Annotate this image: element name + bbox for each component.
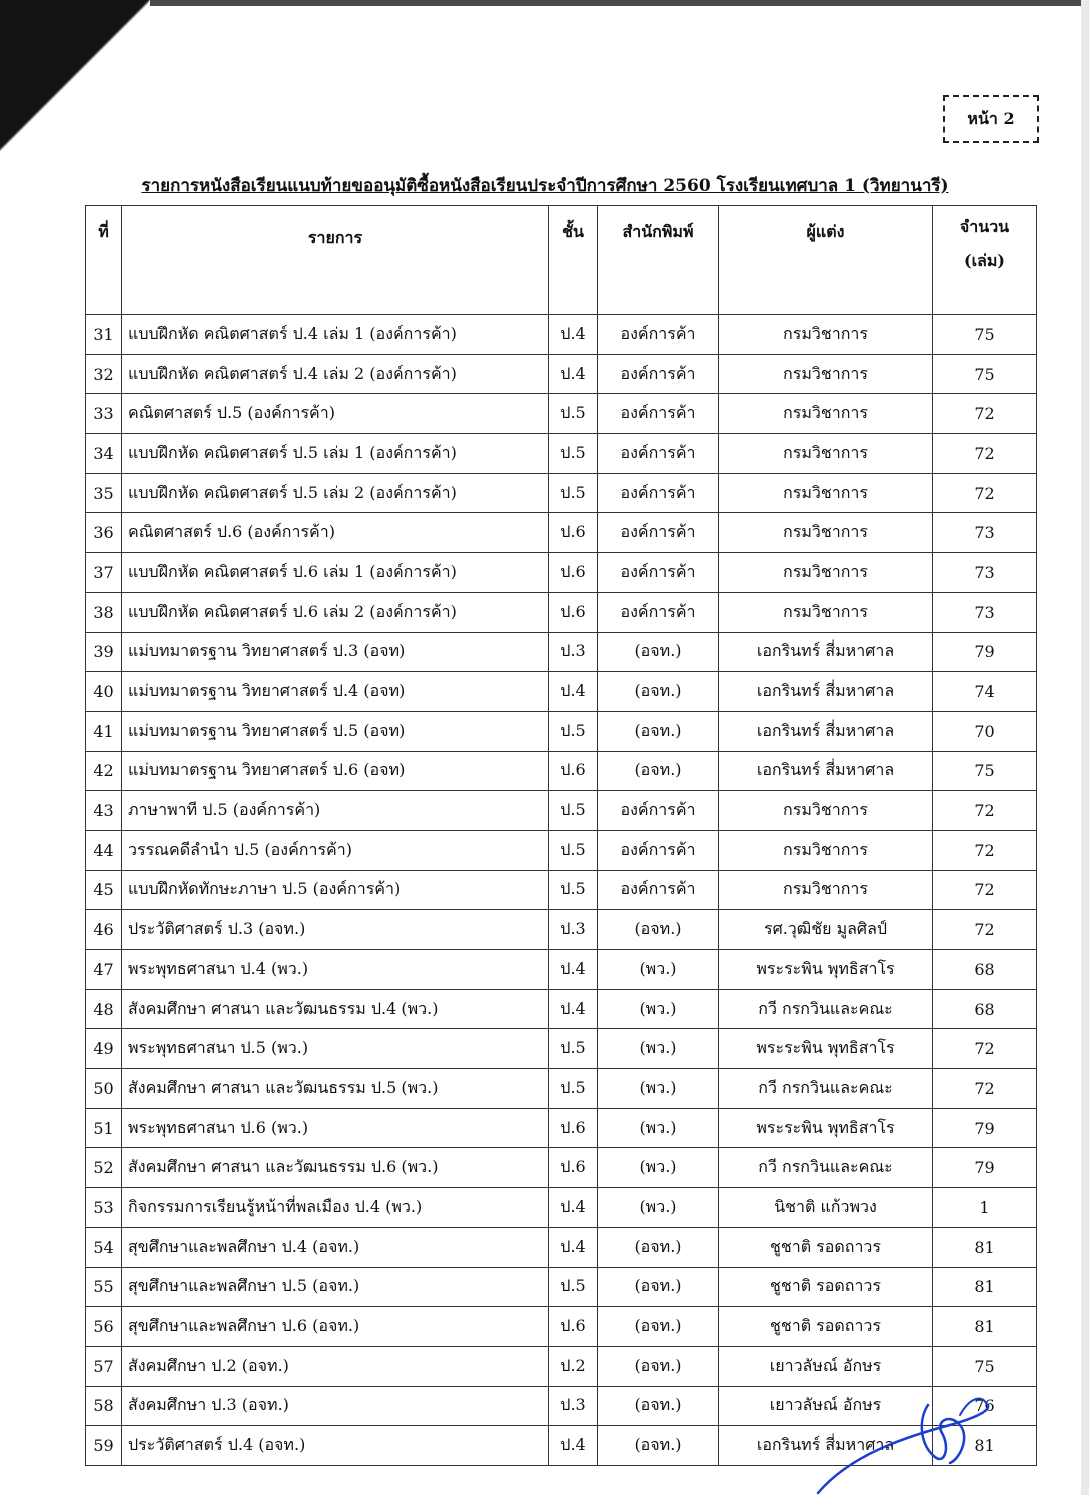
table-row [86, 1029, 1037, 1069]
author: เอกรินทร์ สี่มหาศาล [719, 751, 933, 791]
grade-level: ป.6 [549, 1307, 598, 1347]
publisher: (พว.) [598, 1108, 719, 1148]
grade-level: ป.4 [549, 315, 598, 355]
quantity: 73 [933, 513, 1037, 553]
row-number: 38 [86, 592, 122, 632]
grade-level: ป.3 [549, 910, 598, 950]
author: พระระพิน พุทธิสาโร [719, 950, 933, 990]
grade-level: ป.4 [549, 1227, 598, 1267]
quantity: 81 [933, 1267, 1037, 1307]
quantity: 79 [933, 632, 1037, 672]
table-row [86, 1148, 1037, 1188]
book-title: แม่บทมาตรฐาน วิทยาศาสตร์ ป.6 (อจท) [122, 751, 549, 791]
quantity: 70 [933, 711, 1037, 751]
author: กรมวิชาการ [719, 394, 933, 434]
book-title: แบบฝึกหัด คณิตศาสตร์ ป.5 เล่ม 1 (องค์การค้า) [122, 434, 549, 474]
book-title: ภาษาพาที ป.5 (องค์การค้า) [122, 791, 549, 831]
quantity: 1 [933, 1188, 1037, 1228]
table-row [86, 513, 1037, 553]
row-number: 32 [86, 354, 122, 394]
row-number: 55 [86, 1267, 122, 1307]
grade-level: ป.3 [549, 1386, 598, 1426]
publisher: (พว.) [598, 950, 719, 990]
author: กรมวิชาการ [719, 473, 933, 513]
grade-level: ป.6 [549, 1148, 598, 1188]
author: กวี กรกวินและคณะ [719, 989, 933, 1029]
grade-level: ป.6 [549, 553, 598, 593]
book-title: สุขศึกษาและพลศึกษา ป.5 (อจท.) [122, 1267, 549, 1307]
table-row [86, 394, 1037, 434]
table-row [86, 315, 1037, 355]
author: กรมวิชาการ [719, 315, 933, 355]
header-title: รายการ [122, 206, 549, 315]
row-number: 35 [86, 473, 122, 513]
publisher: (อจท.) [598, 632, 719, 672]
row-number: 44 [86, 830, 122, 870]
publisher: องค์การค้า [598, 394, 719, 434]
row-number: 41 [86, 711, 122, 751]
quantity: 75 [933, 751, 1037, 791]
table-row [86, 1069, 1037, 1109]
publisher: องค์การค้า [598, 791, 719, 831]
publisher: (อจท.) [598, 1307, 719, 1347]
book-title: แบบฝึกหัด คณิตศาสตร์ ป.4 เล่ม 2 (องค์การค้า) [122, 354, 549, 394]
publisher: องค์การค้า [598, 553, 719, 593]
table-row [86, 354, 1037, 394]
publisher: องค์การค้า [598, 830, 719, 870]
grade-level: ป.5 [549, 473, 598, 513]
quantity: 75 [933, 315, 1037, 355]
author: กวี กรกวินและคณะ [719, 1148, 933, 1188]
scanned-page-corner [0, 0, 150, 240]
book-title: แบบฝึกหัดทักษะภาษา ป.5 (องค์การค้า) [122, 870, 549, 910]
author: กรมวิชาการ [719, 354, 933, 394]
publisher: องค์การค้า [598, 354, 719, 394]
row-number: 43 [86, 791, 122, 831]
author: เอกรินทร์ สี่มหาศาล [719, 672, 933, 712]
author: กรมวิชาการ [719, 553, 933, 593]
author: กรมวิชาการ [719, 434, 933, 474]
row-number: 40 [86, 672, 122, 712]
publisher: (อจท.) [598, 711, 719, 751]
page-number-label: หน้า 2 [967, 108, 1015, 128]
publisher: องค์การค้า [598, 434, 719, 474]
book-title: คณิตศาสตร์ ป.6 (องค์การค้า) [122, 513, 549, 553]
author: เยาวลัษณ์ อักษร [719, 1386, 933, 1426]
row-number: 54 [86, 1227, 122, 1267]
publisher: องค์การค้า [598, 592, 719, 632]
book-title: แบบฝึกหัด คณิตศาสตร์ ป.4 เล่ม 1 (องค์การค้า) [122, 315, 549, 355]
publisher: (อจท.) [598, 672, 719, 712]
publisher: องค์การค้า [598, 870, 719, 910]
row-number: 34 [86, 434, 122, 474]
book-title: คณิตศาสตร์ ป.5 (องค์การค้า) [122, 394, 549, 434]
grade-level: ป.5 [549, 434, 598, 474]
grade-level: ป.5 [549, 1069, 598, 1109]
table-row [86, 870, 1037, 910]
grade-level: ป.4 [549, 950, 598, 990]
quantity: 72 [933, 910, 1037, 950]
quantity: 72 [933, 1069, 1037, 1109]
table-row [86, 672, 1037, 712]
quantity: 76 [933, 1386, 1037, 1426]
table-row [86, 1188, 1037, 1228]
row-number: 51 [86, 1108, 122, 1148]
author: พระระพิน พุทธิสาโร [719, 1108, 933, 1148]
grade-level: ป.6 [549, 513, 598, 553]
scan-right-edge [1081, 0, 1089, 1495]
table-row [86, 791, 1037, 831]
table-row [86, 1346, 1037, 1386]
table-row [86, 751, 1037, 791]
author: กวี กรกวินและคณะ [719, 1069, 933, 1109]
author: นิชาติ แก้วพวง [719, 1188, 933, 1228]
book-title: สังคมศึกษา ป.2 (อจท.) [122, 1346, 549, 1386]
book-title: สังคมศึกษา ศาสนา และวัฒนธรรม ป.5 (พว.) [122, 1069, 549, 1109]
author: กรมวิชาการ [719, 513, 933, 553]
book-title: พระพุทธศาสนา ป.5 (พว.) [122, 1029, 549, 1069]
publisher: (อจท.) [598, 1227, 719, 1267]
grade-level: ป.2 [549, 1346, 598, 1386]
table-row [86, 434, 1037, 474]
table-row [86, 592, 1037, 632]
scan-top-shadow [150, 0, 1089, 6]
book-title: กิจกรรมการเรียนรู้หน้าที่พลเมือง ป.4 (พว.) [122, 1188, 549, 1228]
row-number: 46 [86, 910, 122, 950]
quantity: 72 [933, 394, 1037, 434]
header-publisher: สำนักพิมพ์ [598, 206, 719, 315]
book-title: แม่บทมาตรฐาน วิทยาศาสตร์ ป.3 (อจท) [122, 632, 549, 672]
row-number: 57 [86, 1346, 122, 1386]
row-number: 56 [86, 1307, 122, 1347]
quantity: 74 [933, 672, 1037, 712]
quantity: 81 [933, 1307, 1037, 1347]
book-title: แม่บทมาตรฐาน วิทยาศาสตร์ ป.5 (อจท) [122, 711, 549, 751]
book-title: สังคมศึกษา ศาสนา และวัฒนธรรม ป.6 (พว.) [122, 1148, 549, 1188]
book-title: แบบฝึกหัด คณิตศาสตร์ ป.5 เล่ม 2 (องค์การค้า) [122, 473, 549, 513]
publisher: (พว.) [598, 1148, 719, 1188]
row-number: 37 [86, 553, 122, 593]
publisher: (อจท.) [598, 1346, 719, 1386]
row-number: 47 [86, 950, 122, 990]
handwritten-signature [810, 1385, 1010, 1495]
author: เอกรินทร์ สี่มหาศาล [719, 1426, 933, 1466]
header-author: ผู้แต่ง [719, 206, 933, 315]
table-row [86, 473, 1037, 513]
row-number: 59 [86, 1426, 122, 1466]
publisher: (พว.) [598, 1188, 719, 1228]
grade-level: ป.5 [549, 1029, 598, 1069]
publisher: องค์การค้า [598, 513, 719, 553]
header-grade: ชั้น [549, 206, 598, 315]
row-number: 48 [86, 989, 122, 1029]
book-title: ประวัติศาสตร์ ป.3 (อจท.) [122, 910, 549, 950]
grade-level: ป.6 [549, 751, 598, 791]
table-header-row [86, 206, 1037, 315]
document-title: รายการหนังสือเรียนแนบท้ายขออนุมัติซื้อหนังสือเรียนประจำปีการศึกษา 2560 โรงเรียนเทศบาล 1 (วิทยานารี) [141, 176, 949, 196]
author: ชูชาติ รอดถาวร [719, 1267, 933, 1307]
book-list-table [85, 205, 1037, 1466]
author: กรมวิชาการ [719, 870, 933, 910]
author: พระระพิน พุทธิสาโร [719, 1029, 933, 1069]
page-number-box [943, 95, 1039, 143]
table-row [86, 553, 1037, 593]
grade-level: ป.5 [549, 791, 598, 831]
author: รศ.วุฒิชัย มูลศิลป์ [719, 910, 933, 950]
author: ชูชาติ รอดถาวร [719, 1307, 933, 1347]
book-title: แม่บทมาตรฐาน วิทยาศาสตร์ ป.4 (อจท) [122, 672, 549, 712]
header-quantity-line2: (เล่ม) [964, 251, 1005, 270]
row-number: 31 [86, 315, 122, 355]
publisher: (อจท.) [598, 751, 719, 791]
book-title: แบบฝึกหัด คณิตศาสตร์ ป.6 เล่ม 2 (องค์การค้า) [122, 592, 549, 632]
quantity: 79 [933, 1148, 1037, 1188]
book-title: สังคมศึกษา ป.3 (อจท.) [122, 1386, 549, 1426]
row-number: 58 [86, 1386, 122, 1426]
publisher: องค์การค้า [598, 315, 719, 355]
book-title: พระพุทธศาสนา ป.4 (พว.) [122, 950, 549, 990]
grade-level: ป.4 [549, 1188, 598, 1228]
quantity: 79 [933, 1108, 1037, 1148]
row-number: 45 [86, 870, 122, 910]
author: ชูชาติ รอดถาวร [719, 1227, 933, 1267]
grade-level: ป.4 [549, 989, 598, 1029]
table-row [86, 711, 1037, 751]
grade-level: ป.6 [549, 592, 598, 632]
publisher: (อจท.) [598, 1267, 719, 1307]
publisher: (อจท.) [598, 1426, 719, 1466]
author: กรมวิชาการ [719, 830, 933, 870]
book-title: วรรณคดีลำนำ ป.5 (องค์การค้า) [122, 830, 549, 870]
grade-level: ป.3 [549, 632, 598, 672]
quantity: 72 [933, 830, 1037, 870]
table-row [86, 1307, 1037, 1347]
grade-level: ป.5 [549, 1267, 598, 1307]
quantity: 72 [933, 870, 1037, 910]
row-number: 50 [86, 1069, 122, 1109]
header-quantity [933, 206, 1037, 315]
table-row [86, 830, 1037, 870]
grade-level: ป.5 [549, 830, 598, 870]
quantity: 72 [933, 473, 1037, 513]
quantity: 75 [933, 354, 1037, 394]
book-title: สังคมศึกษา ศาสนา และวัฒนธรรม ป.4 (พว.) [122, 989, 549, 1029]
publisher: (พว.) [598, 989, 719, 1029]
author: เยาวลัษณ์ อักษร [719, 1346, 933, 1386]
book-title: แบบฝึกหัด คณิตศาสตร์ ป.6 เล่ม 1 (องค์การค้า) [122, 553, 549, 593]
book-title: ประวัติศาสตร์ ป.4 (อจท.) [122, 1426, 549, 1466]
table-body [86, 315, 1037, 1466]
author: กรมวิชาการ [719, 592, 933, 632]
row-number: 39 [86, 632, 122, 672]
header-no: ที่ [86, 206, 122, 315]
grade-level: ป.5 [549, 870, 598, 910]
table-row [86, 632, 1037, 672]
grade-level: ป.4 [549, 354, 598, 394]
publisher: (พว.) [598, 1029, 719, 1069]
grade-level: ป.5 [549, 711, 598, 751]
quantity: 68 [933, 950, 1037, 990]
publisher: (พว.) [598, 1069, 719, 1109]
quantity: 68 [933, 989, 1037, 1029]
publisher: (อจท.) [598, 1386, 719, 1426]
quantity: 81 [933, 1227, 1037, 1267]
book-title: สุขศึกษาและพลศึกษา ป.4 (อจท.) [122, 1227, 549, 1267]
row-number: 36 [86, 513, 122, 553]
grade-level: ป.4 [549, 1426, 598, 1466]
row-number: 33 [86, 394, 122, 434]
grade-level: ป.5 [549, 394, 598, 434]
grade-level: ป.6 [549, 1108, 598, 1148]
row-number: 53 [86, 1188, 122, 1228]
table-row [86, 1108, 1037, 1148]
table-row [86, 950, 1037, 990]
author: เอกรินทร์ สี่มหาศาล [719, 632, 933, 672]
quantity: 81 [933, 1426, 1037, 1466]
row-number: 49 [86, 1029, 122, 1069]
quantity: 72 [933, 1029, 1037, 1069]
quantity: 72 [933, 791, 1037, 831]
grade-level: ป.4 [549, 672, 598, 712]
quantity: 75 [933, 1346, 1037, 1386]
row-number: 42 [86, 751, 122, 791]
table-row [86, 1227, 1037, 1267]
book-title: สุขศึกษาและพลศึกษา ป.6 (อจท.) [122, 1307, 549, 1347]
author: กรมวิชาการ [719, 791, 933, 831]
publisher: (อจท.) [598, 910, 719, 950]
publisher: องค์การค้า [598, 473, 719, 513]
table-row [86, 1267, 1037, 1307]
table-row [86, 910, 1037, 950]
row-number: 52 [86, 1148, 122, 1188]
quantity: 73 [933, 592, 1037, 632]
quantity: 72 [933, 434, 1037, 474]
header-quantity-line1: จำนวน [959, 217, 1010, 236]
author: เอกรินทร์ สี่มหาศาล [719, 711, 933, 751]
table-row [86, 989, 1037, 1029]
book-title: พระพุทธศาสนา ป.6 (พว.) [122, 1108, 549, 1148]
quantity: 73 [933, 553, 1037, 593]
